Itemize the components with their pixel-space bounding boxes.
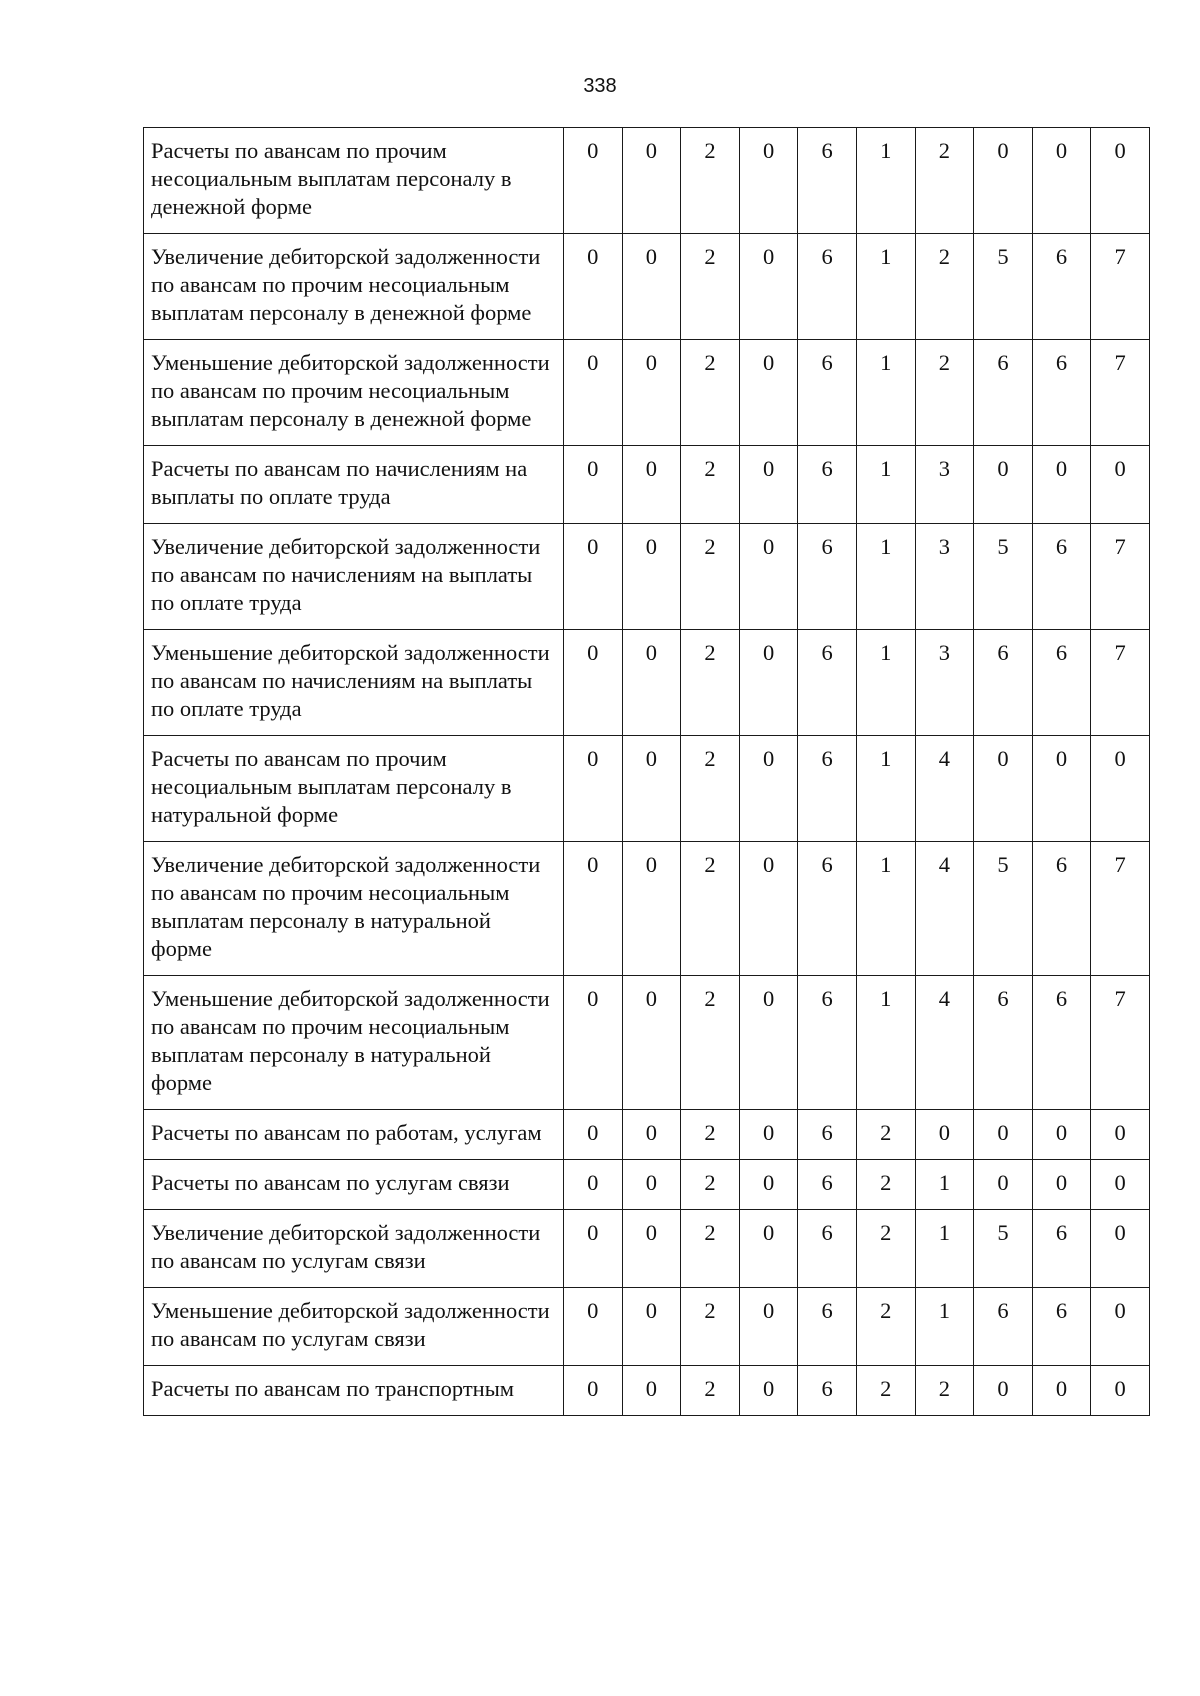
account-name-cell: Увеличение дебиторской задолженности по авансам по услугам связи — [144, 1210, 564, 1288]
code-digit-cell: 6 — [798, 1288, 857, 1366]
code-digit-cell: 0 — [739, 736, 798, 842]
code-digit-cell: 4 — [915, 842, 974, 976]
code-digit-cell: 3 — [915, 446, 974, 524]
code-digit-cell: 6 — [798, 128, 857, 234]
code-digit-cell: 0 — [1032, 736, 1091, 842]
code-digit-cell: 0 — [622, 1366, 681, 1416]
code-digit-cell: 0 — [564, 976, 623, 1110]
code-digit-cell: 2 — [681, 128, 740, 234]
code-digit-cell: 0 — [1032, 128, 1091, 234]
code-digit-cell: 1 — [856, 976, 915, 1110]
code-digit-cell: 0 — [622, 630, 681, 736]
code-digit-cell: 1 — [856, 630, 915, 736]
code-digit-cell: 7 — [1091, 340, 1150, 446]
code-digit-cell: 6 — [798, 1366, 857, 1416]
code-digit-cell: 1 — [915, 1160, 974, 1210]
account-name-cell: Расчеты по авансам по прочим несоциальным выплатам персоналу в денежной форме — [144, 128, 564, 234]
table-row — [144, 1160, 1150, 1210]
code-digit-cell: 0 — [564, 842, 623, 976]
code-digit-cell: 6 — [798, 446, 857, 524]
code-digit-cell: 6 — [974, 976, 1033, 1110]
code-digit-cell: 5 — [974, 1210, 1033, 1288]
code-digit-cell: 7 — [1091, 630, 1150, 736]
code-digit-cell: 0 — [1032, 446, 1091, 524]
code-digit-cell: 0 — [974, 736, 1033, 842]
code-digit-cell: 1 — [856, 842, 915, 976]
code-digit-cell: 1 — [856, 340, 915, 446]
account-name-cell: Увеличение дебиторской задолженности по авансам по прочим несоциальным выплатам персоналу в натуральной форме — [144, 842, 564, 976]
code-digit-cell: 0 — [564, 524, 623, 630]
code-digit-cell: 1 — [915, 1288, 974, 1366]
table-row — [144, 1110, 1150, 1160]
code-digit-cell: 0 — [739, 340, 798, 446]
code-digit-cell: 6 — [798, 1210, 857, 1288]
table-row — [144, 842, 1150, 976]
code-digit-cell: 0 — [622, 736, 681, 842]
account-name-cell: Уменьшение дебиторской задолженности по авансам по начислениям на выплаты по оплате труда — [144, 630, 564, 736]
code-digit-cell: 0 — [622, 1160, 681, 1210]
code-digit-cell: 0 — [622, 842, 681, 976]
code-digit-cell: 0 — [1032, 1366, 1091, 1416]
table-body — [144, 128, 1150, 1416]
code-digit-cell: 0 — [974, 128, 1033, 234]
table-row — [144, 446, 1150, 524]
code-digit-cell: 2 — [915, 1366, 974, 1416]
code-digit-cell: 2 — [856, 1160, 915, 1210]
code-digit-cell: 6 — [1032, 630, 1091, 736]
code-digit-cell: 0 — [622, 1288, 681, 1366]
code-digit-cell: 6 — [798, 630, 857, 736]
table-row — [144, 736, 1150, 842]
table-row — [144, 524, 1150, 630]
code-digit-cell: 0 — [622, 976, 681, 1110]
table-row — [144, 1288, 1150, 1366]
code-digit-cell: 1 — [856, 446, 915, 524]
code-digit-cell: 3 — [915, 524, 974, 630]
table-row — [144, 630, 1150, 736]
code-digit-cell: 0 — [564, 234, 623, 340]
code-digit-cell: 2 — [681, 1210, 740, 1288]
code-digit-cell: 0 — [564, 1160, 623, 1210]
code-digit-cell: 0 — [564, 1366, 623, 1416]
code-digit-cell: 0 — [1091, 1110, 1150, 1160]
code-digit-cell: 0 — [564, 128, 623, 234]
code-digit-cell: 2 — [856, 1288, 915, 1366]
code-digit-cell: 0 — [739, 842, 798, 976]
code-digit-cell: 4 — [915, 736, 974, 842]
table-row — [144, 128, 1150, 234]
code-digit-cell: 1 — [856, 234, 915, 340]
code-digit-cell: 5 — [974, 842, 1033, 976]
code-digit-cell: 0 — [739, 1366, 798, 1416]
code-digit-cell: 0 — [1032, 1160, 1091, 1210]
table-row — [144, 1210, 1150, 1288]
code-digit-cell: 2 — [915, 128, 974, 234]
code-digit-cell: 6 — [1032, 1210, 1091, 1288]
account-name-cell: Увеличение дебиторской задолженности по авансам по начислениям на выплаты по оплате труда — [144, 524, 564, 630]
code-digit-cell: 7 — [1091, 842, 1150, 976]
code-digit-cell: 0 — [739, 234, 798, 340]
code-digit-cell: 2 — [681, 842, 740, 976]
page-number: 338 — [583, 75, 617, 97]
account-name-cell: Расчеты по авансам по прочим несоциальным выплатам персоналу в натуральной форме — [144, 736, 564, 842]
table-row — [144, 340, 1150, 446]
code-digit-cell: 5 — [974, 524, 1033, 630]
table-row — [144, 976, 1150, 1110]
code-digit-cell: 0 — [739, 976, 798, 1110]
code-digit-cell: 2 — [856, 1110, 915, 1160]
code-digit-cell: 0 — [739, 524, 798, 630]
code-digit-cell: 0 — [739, 1210, 798, 1288]
code-digit-cell: 2 — [681, 736, 740, 842]
code-digit-cell: 0 — [564, 1210, 623, 1288]
code-digit-cell: 0 — [974, 446, 1033, 524]
code-digit-cell: 0 — [564, 340, 623, 446]
code-digit-cell: 0 — [739, 128, 798, 234]
code-digit-cell: 5 — [974, 234, 1033, 340]
account-name-cell: Уменьшение дебиторской задолженности по авансам по прочим несоциальным выплатам персоналу в натуральной форме — [144, 976, 564, 1110]
code-digit-cell: 0 — [622, 1210, 681, 1288]
code-digit-cell: 2 — [681, 630, 740, 736]
code-digit-cell: 2 — [681, 340, 740, 446]
code-digit-cell: 1 — [856, 128, 915, 234]
code-digit-cell: 0 — [564, 736, 623, 842]
code-digit-cell: 0 — [564, 1288, 623, 1366]
code-digit-cell: 2 — [681, 1366, 740, 1416]
code-digit-cell: 0 — [1032, 1110, 1091, 1160]
code-digit-cell: 2 — [681, 1288, 740, 1366]
code-digit-cell: 0 — [974, 1110, 1033, 1160]
code-digit-cell: 2 — [681, 446, 740, 524]
code-digit-cell: 2 — [681, 524, 740, 630]
code-digit-cell: 0 — [739, 1288, 798, 1366]
code-digit-cell: 0 — [739, 446, 798, 524]
code-digit-cell: 6 — [1032, 340, 1091, 446]
code-digit-cell: 1 — [915, 1210, 974, 1288]
code-digit-cell: 2 — [915, 234, 974, 340]
code-digit-cell: 6 — [1032, 1288, 1091, 1366]
code-digit-cell: 6 — [798, 976, 857, 1110]
account-name-cell: Расчеты по авансам по начислениям на выплаты по оплате труда — [144, 446, 564, 524]
code-digit-cell: 1 — [856, 736, 915, 842]
account-codes-table — [143, 127, 1150, 1416]
code-digit-cell: 6 — [798, 234, 857, 340]
code-digit-cell: 6 — [1032, 976, 1091, 1110]
code-digit-cell: 2 — [915, 340, 974, 446]
code-digit-cell: 0 — [739, 630, 798, 736]
code-digit-cell: 6 — [798, 842, 857, 976]
code-digit-cell: 4 — [915, 976, 974, 1110]
code-digit-cell: 2 — [856, 1366, 915, 1416]
code-digit-cell: 6 — [1032, 524, 1091, 630]
code-digit-cell: 0 — [1091, 1366, 1150, 1416]
code-digit-cell: 0 — [974, 1366, 1033, 1416]
code-digit-cell: 0 — [564, 630, 623, 736]
code-digit-cell: 0 — [974, 1160, 1033, 1210]
code-digit-cell: 1 — [856, 524, 915, 630]
code-digit-cell: 6 — [798, 1160, 857, 1210]
code-digit-cell: 0 — [1091, 1210, 1150, 1288]
code-digit-cell: 0 — [1091, 128, 1150, 234]
code-digit-cell: 0 — [564, 446, 623, 524]
code-digit-cell: 0 — [622, 1110, 681, 1160]
code-digit-cell: 2 — [681, 1110, 740, 1160]
code-digit-cell: 6 — [1032, 234, 1091, 340]
code-digit-cell: 6 — [798, 736, 857, 842]
code-digit-cell: 0 — [1091, 1160, 1150, 1210]
code-digit-cell: 0 — [622, 524, 681, 630]
account-name-cell: Уменьшение дебиторской задолженности по авансам по прочим несоциальным выплатам персоналу в денежной форме — [144, 340, 564, 446]
account-name-cell: Увеличение дебиторской задолженности по авансам по прочим несоциальным выплатам персоналу в денежной форме — [144, 234, 564, 340]
account-name-cell: Расчеты по авансам по услугам связи — [144, 1160, 564, 1210]
code-digit-cell: 0 — [622, 446, 681, 524]
code-digit-cell: 6 — [1032, 842, 1091, 976]
code-digit-cell: 6 — [798, 524, 857, 630]
code-digit-cell: 0 — [622, 340, 681, 446]
code-digit-cell: 6 — [974, 340, 1033, 446]
code-digit-cell: 0 — [1091, 446, 1150, 524]
account-name-cell: Уменьшение дебиторской задолженности по авансам по услугам связи — [144, 1288, 564, 1366]
code-digit-cell: 3 — [915, 630, 974, 736]
code-digit-cell: 0 — [622, 234, 681, 340]
code-digit-cell: 6 — [974, 630, 1033, 736]
code-digit-cell: 2 — [681, 976, 740, 1110]
account-name-cell: Расчеты по авансам по работам, услугам — [144, 1110, 564, 1160]
code-digit-cell: 7 — [1091, 234, 1150, 340]
account-name-cell: Расчеты по авансам по транспортным — [144, 1366, 564, 1416]
table-row — [144, 1366, 1150, 1416]
code-digit-cell: 0 — [739, 1110, 798, 1160]
table-row — [144, 234, 1150, 340]
code-digit-cell: 0 — [739, 1160, 798, 1210]
code-digit-cell: 0 — [622, 128, 681, 234]
code-digit-cell: 7 — [1091, 976, 1150, 1110]
code-digit-cell: 6 — [798, 1110, 857, 1160]
code-digit-cell: 0 — [1091, 736, 1150, 842]
code-digit-cell: 0 — [564, 1110, 623, 1160]
code-digit-cell: 0 — [1091, 1288, 1150, 1366]
code-digit-cell: 0 — [915, 1110, 974, 1160]
code-digit-cell: 2 — [681, 234, 740, 340]
code-digit-cell: 6 — [974, 1288, 1033, 1366]
code-digit-cell: 6 — [798, 340, 857, 446]
code-digit-cell: 2 — [681, 1160, 740, 1210]
code-digit-cell: 7 — [1091, 524, 1150, 630]
code-digit-cell: 2 — [856, 1210, 915, 1288]
